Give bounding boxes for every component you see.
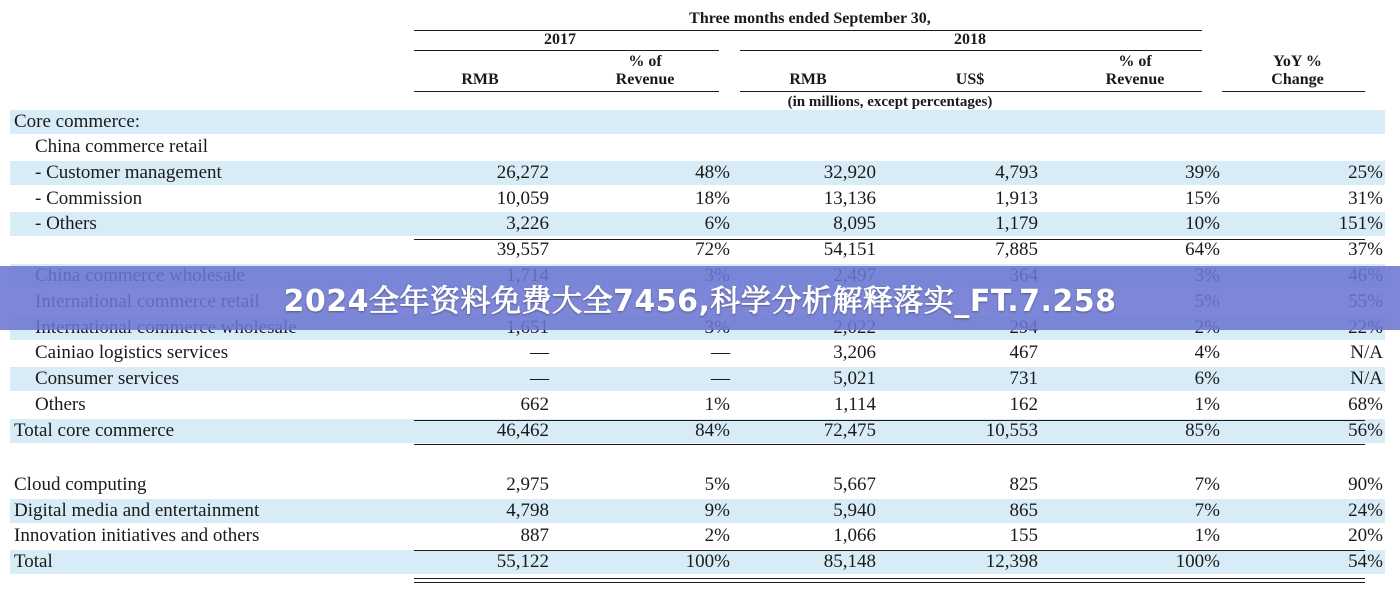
cell-pct-2017: 1% — [704, 394, 730, 415]
col-pct-2018-line2: Revenue — [1105, 71, 1165, 88]
cell-pct-2018: 7% — [1194, 500, 1220, 521]
col-usd-2018: US$ — [955, 71, 985, 88]
cell-usd-2018: 731 — [1009, 368, 1038, 389]
year-2018-rule — [740, 50, 1202, 51]
cell-pct-2018: 6% — [1194, 368, 1220, 389]
cell-pct-2018 — [1055, 110, 1220, 134]
cell-usd-2018: 155 — [1009, 525, 1038, 546]
cell-pct-2017: 9% — [704, 500, 730, 521]
cell-rmb-2018: 5,667 — [833, 474, 876, 495]
col-rmb-2018: RMB — [789, 71, 827, 88]
cell-pct-2017: 84% — [695, 420, 730, 441]
cell-rmb-2017: 39,557 — [496, 239, 549, 260]
cell-usd-2018: 10,553 — [985, 420, 1038, 441]
cell-rmb-2017: — — [530, 368, 549, 389]
cell-yoy: 37% — [1348, 239, 1383, 260]
cell-usd-2018 — [900, 135, 1038, 159]
cell-rmb-2017: — — [530, 342, 549, 363]
cell-yoy: N/A — [1350, 368, 1383, 389]
cell-rmb-2018: 85,148 — [823, 551, 876, 572]
cell-rmb-2018: 5,940 — [833, 500, 876, 521]
cell-pct-2017: 48% — [695, 162, 730, 183]
cell-pct-2018: 1% — [1194, 525, 1220, 546]
cell-rmb-2018: 3,206 — [833, 342, 876, 363]
table-row — [10, 161, 1385, 185]
cell-usd-2018: 1,913 — [995, 188, 1038, 209]
year-2017-header: 2017 — [544, 31, 576, 48]
cell-pct-2018: 4% — [1194, 342, 1220, 363]
cell-rmb-2018: 32,920 — [823, 162, 876, 183]
cell-rmb-2017: 2,975 — [506, 474, 549, 495]
cell-rmb-2018: 13,136 — [823, 188, 876, 209]
cell-pct-2017 — [570, 110, 730, 134]
cell-pct-2017: 72% — [695, 239, 730, 260]
cell-pct-2017: 18% — [695, 188, 730, 209]
col-yoy-line2: Change — [1271, 71, 1324, 88]
cell-rmb-2017: 662 — [520, 394, 549, 415]
cols-rule-yoy — [1222, 91, 1365, 92]
col-yoy-line1: YoY % — [1273, 53, 1322, 70]
table-row — [10, 367, 1385, 391]
col-pct-2018-line1: % of — [1118, 53, 1152, 70]
table-row — [10, 187, 1385, 211]
table-row — [10, 212, 1385, 236]
cell-usd-2018: 7,885 — [995, 239, 1038, 260]
cell-rmb-2017: 55,122 — [496, 551, 549, 572]
row-label: Cloud computing — [14, 474, 147, 495]
col-rmb-2017: RMB — [461, 71, 499, 88]
cell-rmb-2017: 46,462 — [496, 420, 549, 441]
table-row — [10, 473, 1385, 497]
cell-yoy: 56% — [1348, 420, 1383, 441]
subtotal-rule-3 — [414, 444, 1365, 445]
watermark-text: 2024全年资料免费大全7456,科学分析解释落实_FT.7.258 — [283, 284, 1117, 319]
cell-pct-2018: 64% — [1185, 239, 1220, 260]
cols-rule-rmb-2017 — [414, 91, 719, 92]
cell-rmb-2018 — [740, 135, 876, 159]
row-label: - Commission — [35, 188, 143, 209]
cell-pct-2018: 39% — [1185, 162, 1220, 183]
cell-usd-2018: 12,398 — [985, 551, 1038, 572]
row-label: Others — [35, 394, 86, 415]
cell-pct-2017: — — [711, 368, 730, 389]
units-note: (in millions, except percentages) — [787, 94, 993, 110]
subtotal-rule-2 — [414, 420, 1365, 421]
cell-yoy — [1235, 135, 1383, 159]
row-label: Total core commerce — [14, 420, 175, 441]
row-label: Digital media and entertainment — [14, 500, 260, 521]
table-row — [10, 341, 1385, 365]
cell-pct-2018: 15% — [1185, 188, 1220, 209]
cell-yoy: 25% — [1348, 162, 1383, 183]
cell-rmb-2017 — [415, 135, 549, 159]
cell-usd-2018: 825 — [1009, 474, 1038, 495]
cell-pct-2018: 100% — [1175, 551, 1220, 572]
table-row — [10, 524, 1385, 548]
table-row — [10, 550, 1385, 574]
row-label: Total — [14, 551, 53, 572]
cell-yoy: N/A — [1350, 342, 1383, 363]
year-2017-rule — [414, 50, 719, 51]
period-header: Three months ended September 30, — [689, 10, 931, 27]
col-pct-2017-line2: Revenue — [615, 71, 675, 88]
cell-pct-2017: 2% — [704, 525, 730, 546]
total-double-rule-1 — [414, 578, 1365, 579]
watermark-banner — [0, 266, 1400, 330]
cell-usd-2018 — [900, 110, 1038, 134]
cell-rmb-2018: 1,114 — [833, 394, 876, 415]
cell-yoy: 31% — [1348, 188, 1383, 209]
cell-rmb-2018: 1,066 — [833, 525, 876, 546]
total-double-rule-2 — [414, 582, 1365, 583]
cell-pct-2017: — — [711, 342, 730, 363]
cell-pct-2018 — [1055, 135, 1220, 159]
cell-rmb-2018 — [740, 110, 876, 134]
cell-rmb-2018: 54,151 — [823, 239, 876, 260]
cell-usd-2018: 162 — [1009, 394, 1038, 415]
subtotal-rule-1 — [414, 239, 1365, 240]
row-label: Innovation initiatives and others — [14, 525, 260, 546]
total-rule-above — [414, 550, 1365, 551]
cell-rmb-2017: 26,272 — [496, 162, 549, 183]
cell-pct-2018: 85% — [1185, 420, 1220, 441]
cell-usd-2018: 467 — [1009, 342, 1038, 363]
cell-usd-2018: 4,793 — [995, 162, 1038, 183]
cell-pct-2018: 7% — [1194, 474, 1220, 495]
table-row — [10, 419, 1385, 443]
table-row — [10, 238, 1385, 262]
row-label: China commerce retail — [35, 136, 209, 157]
cell-yoy: 68% — [1348, 394, 1383, 415]
cell-rmb-2018: 5,021 — [833, 368, 876, 389]
row-label: - Others — [35, 213, 97, 234]
cell-rmb-2017 — [415, 110, 549, 134]
cell-pct-2017: 100% — [685, 551, 730, 572]
cell-yoy: 90% — [1348, 474, 1383, 495]
row-label: Core commerce: — [14, 111, 141, 132]
cell-pct-2018: 10% — [1185, 213, 1220, 234]
cell-rmb-2018: 8,095 — [833, 213, 876, 234]
cell-pct-2018: 1% — [1194, 394, 1220, 415]
cell-pct-2017: 6% — [704, 213, 730, 234]
col-pct-2017-line1: % of — [628, 53, 662, 70]
row-label: Cainiao logistics services — [35, 342, 229, 363]
cell-yoy: 54% — [1348, 551, 1383, 572]
table-row — [10, 393, 1385, 417]
cell-yoy: 20% — [1348, 525, 1383, 546]
cell-usd-2018: 865 — [1009, 500, 1038, 521]
cell-usd-2018: 1,179 — [995, 213, 1038, 234]
cell-rmb-2017: 887 — [520, 525, 549, 546]
cell-rmb-2017: 3,226 — [506, 213, 549, 234]
cell-rmb-2017: 4,798 — [506, 500, 549, 521]
table-row — [10, 135, 1385, 159]
cell-yoy: 24% — [1348, 500, 1383, 521]
cell-rmb-2017: 10,059 — [496, 188, 549, 209]
year-2018-header: 2018 — [954, 31, 986, 48]
cell-pct-2017: 5% — [704, 474, 730, 495]
table-row — [10, 110, 1385, 134]
row-label: Consumer services — [35, 368, 180, 389]
row-label: - Customer management — [35, 162, 222, 183]
cell-pct-2017 — [570, 135, 730, 159]
cell-yoy: 151% — [1338, 213, 1383, 234]
cell-rmb-2018: 72,475 — [823, 420, 876, 441]
table-row — [10, 499, 1385, 523]
cell-yoy — [1235, 110, 1383, 134]
